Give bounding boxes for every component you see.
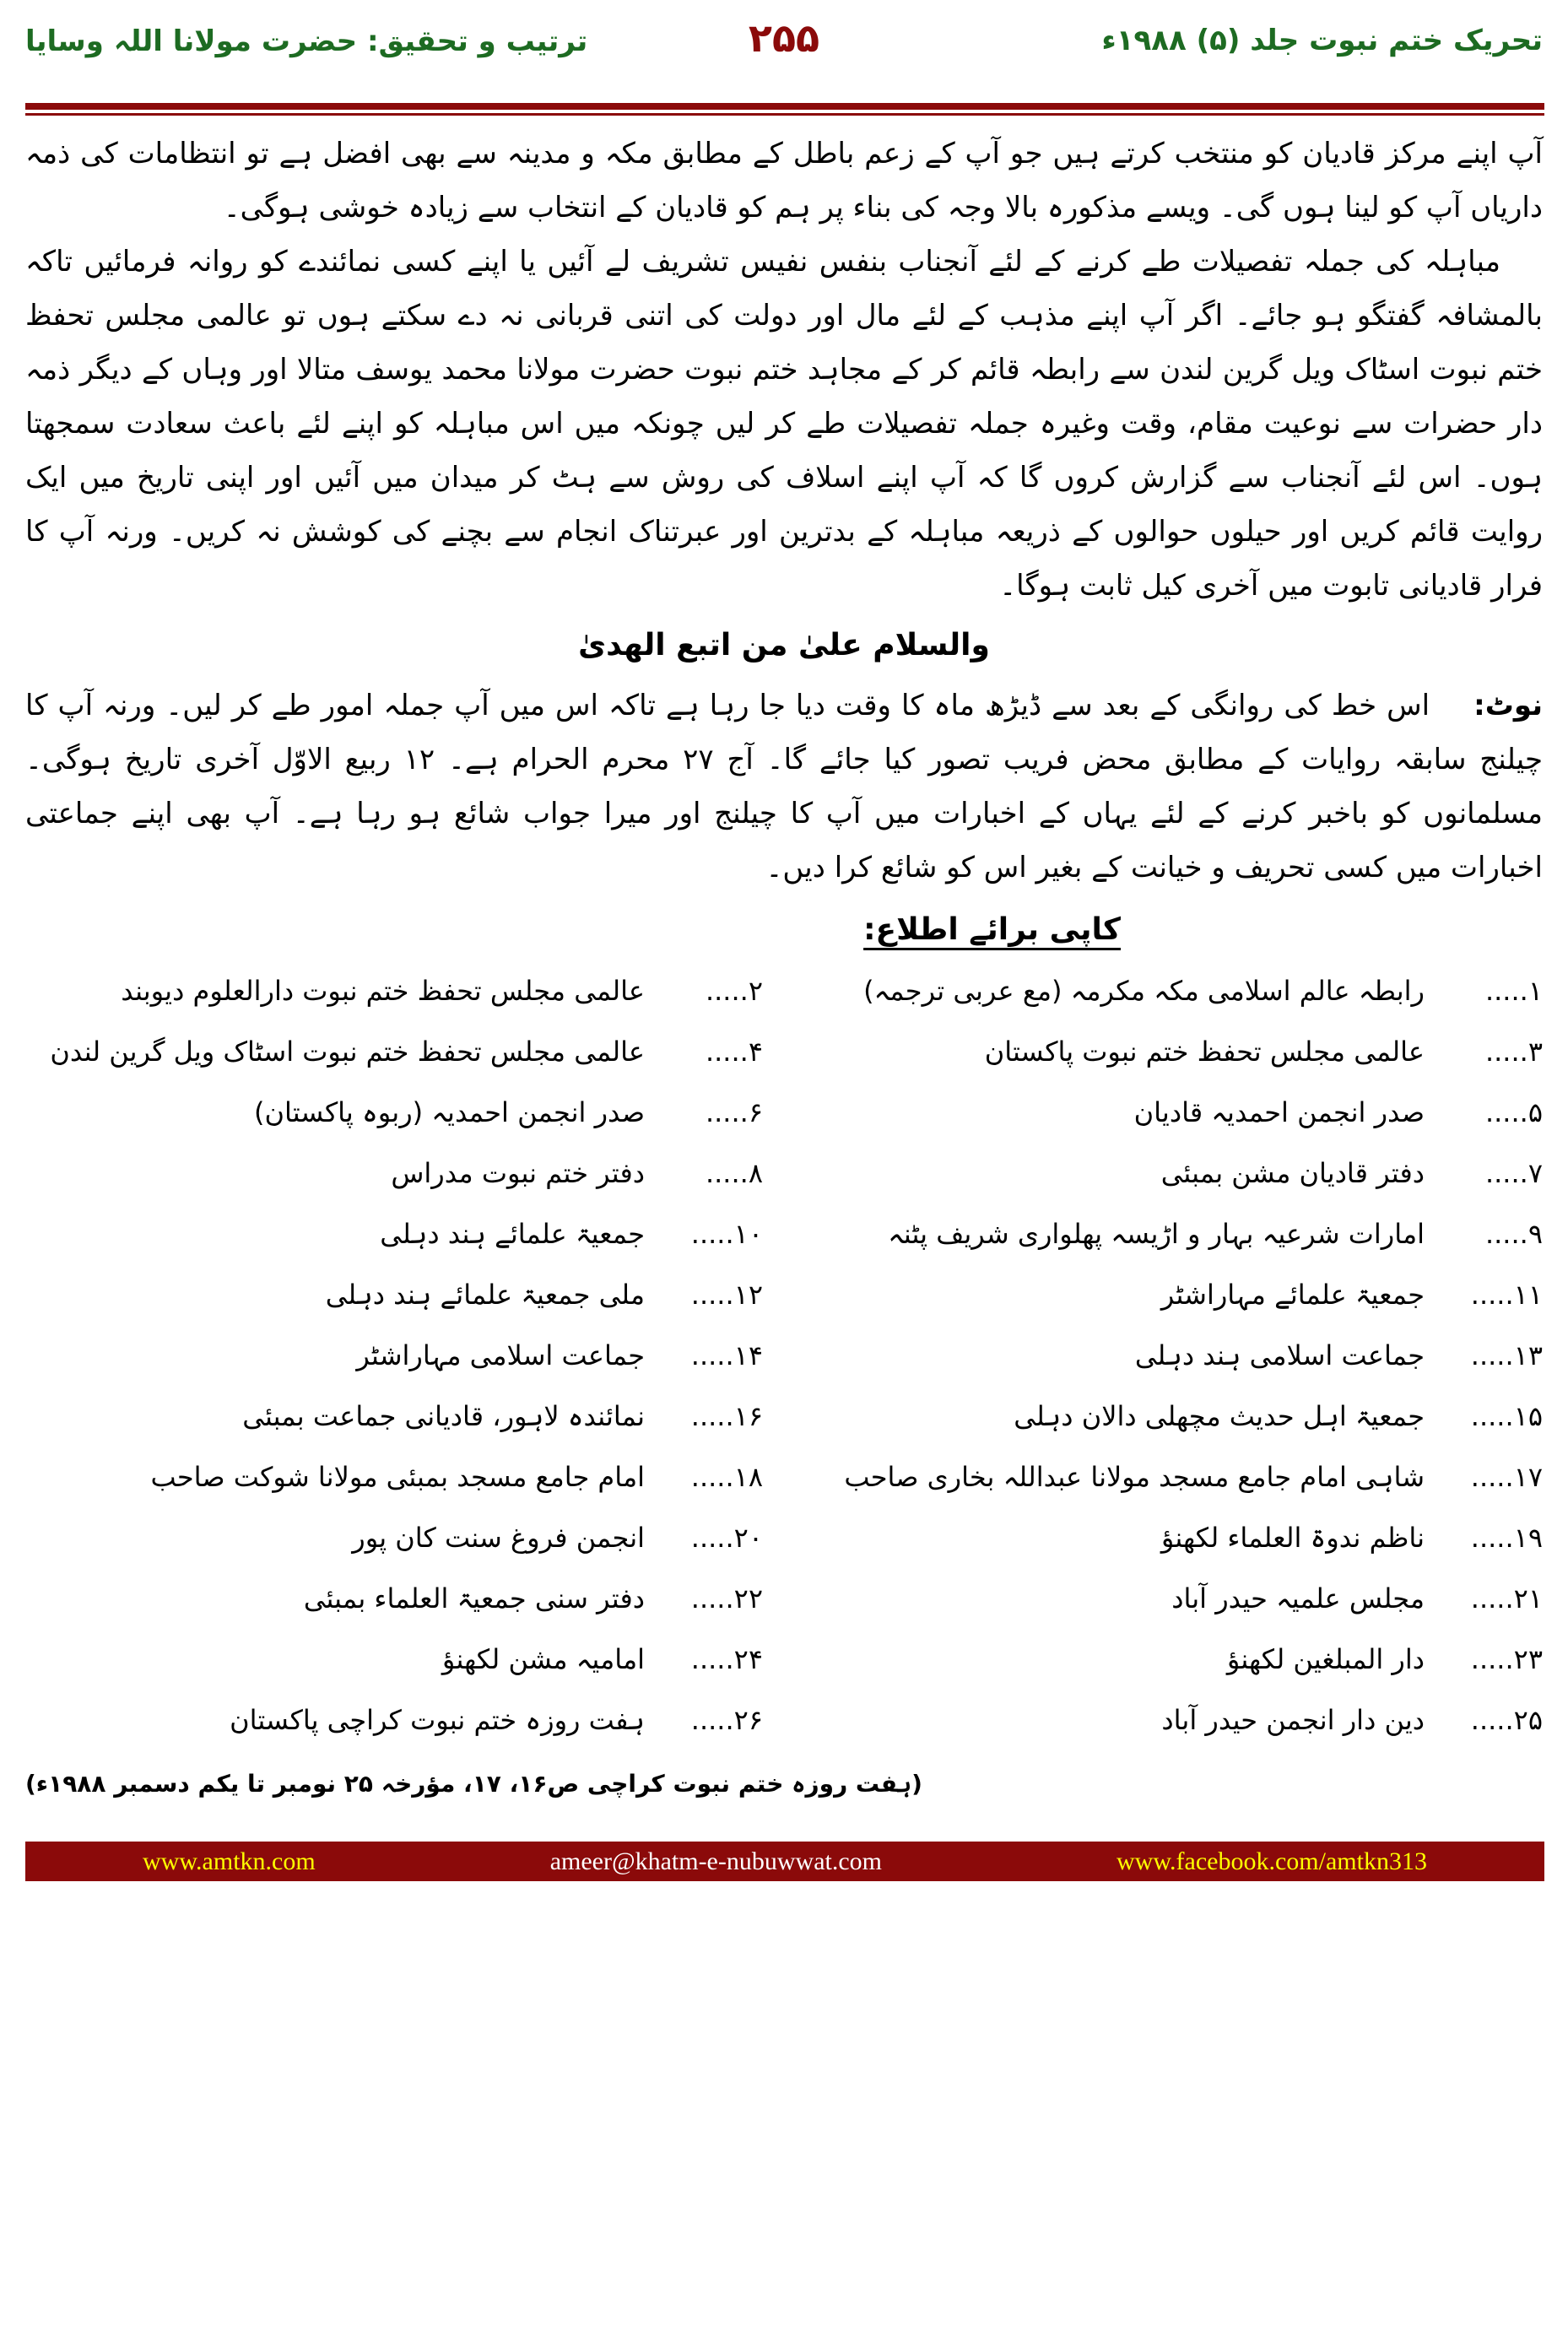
item-number: ۱۴..... bbox=[690, 1339, 763, 1371]
item-text: عالمی مجلس تحفظ ختم نبوت پاکستان bbox=[984, 1036, 1425, 1068]
body-line: گرین لندن سے رابطہ قائم کر کے مجاہد ختم نبوت حضرت مولانا محمد یوسف متالا اور وہاں کے دیگر ذمہ دار حضرات سے نوعیت مقام، وقت bbox=[25, 353, 1543, 441]
compiler-credit: ترتیب و تحقیق: حضرت مولانا اللہ وسایا bbox=[25, 24, 588, 58]
body-line: آپ اپنے مرکز قادیان کو منتخب کرتے ہیں جو آپ کے زعم باطل کے مطابق مکہ و مدینہ سے بھی افضل ہے تو انتظامات کی ذمہ داریاں آپ کو bbox=[25, 137, 1543, 224]
copy-list-item bbox=[25, 1631, 763, 1688]
body-line: بدترین اور عبرتناک انجام سے بچنے کی کوشش نہ کریں۔ ورنہ آپ کا فرار قادیانی تابوت میں آخری کیل ثابت ہوگا۔ bbox=[25, 515, 1543, 603]
website-link[interactable]: www.amtkn.com bbox=[143, 1847, 316, 1875]
item-number: ۱۰..... bbox=[690, 1218, 763, 1250]
item-number: ۵..... bbox=[1484, 1096, 1543, 1128]
letter-paragraph-1 bbox=[25, 127, 1543, 235]
body-line: وغیرہ جملہ تفصیلات طے کر لیں چونکہ میں اس مباہلہ کو اپنے لئے باعث سعادت سمجھتا ہوں۔ اس لئے آنجناب سے گزارش کروں گا کہ آپ bbox=[25, 407, 1543, 495]
item-number: ۱۳..... bbox=[1470, 1339, 1543, 1371]
item-text: رابطہ عالم اسلامی مکہ مکرمہ (مع عربی ترجمہ) bbox=[863, 975, 1425, 1007]
copy-list-item bbox=[805, 1631, 1543, 1688]
item-text: دفتر ختم نبوت مدراس bbox=[391, 1157, 645, 1189]
item-text: عالمی مجلس تحفظ ختم نبوت اسٹاک ویل گرین لندن bbox=[50, 1036, 645, 1068]
item-number: ۴..... bbox=[705, 1036, 763, 1068]
item-number: ۱..... bbox=[1484, 975, 1543, 1007]
note-paragraph bbox=[25, 679, 1543, 895]
copy-list-item bbox=[25, 1144, 763, 1202]
item-text: ہفت روزہ ختم نبوت کراچی پاکستان bbox=[230, 1704, 645, 1736]
note-line: اس خط کی روانگی کے بعد سے ڈیڑھ ماہ کا وقت دیا جا رہا ہے تاکہ اس میں آپ جملہ امور طے کر لیں۔ ورنہ آپ کا چیلنج سابقہ bbox=[25, 689, 1544, 776]
copy-heading-row bbox=[25, 903, 1543, 957]
item-text: صدر انجمن احمدیہ قادیان bbox=[1133, 1096, 1425, 1128]
copy-list-item bbox=[805, 1570, 1543, 1627]
copy-list-item bbox=[25, 1570, 763, 1627]
item-text: ملی جمعیۃ علمائے ہند دہلی bbox=[325, 1279, 645, 1311]
copy-list-item bbox=[25, 1509, 763, 1566]
letter-paragraph-2 bbox=[25, 235, 1543, 613]
item-text: دین دار انجمن حیدر آباد bbox=[1161, 1704, 1425, 1736]
page-number: ۲۵۵ bbox=[748, 15, 820, 61]
item-number: ۱۲..... bbox=[690, 1279, 763, 1311]
facebook-link[interactable]: www.facebook.com/amtkn313 bbox=[1117, 1847, 1427, 1875]
copy-list-item bbox=[805, 1691, 1543, 1749]
copy-list-item bbox=[805, 1327, 1543, 1384]
footer-bar bbox=[25, 1842, 1544, 1881]
item-text: جمعیۃ علمائے ہند دہلی bbox=[380, 1218, 645, 1250]
note-label: نوٹ: bbox=[1473, 689, 1544, 722]
item-number: ۱۷..... bbox=[1470, 1461, 1543, 1493]
item-text: عالمی مجلس تحفظ ختم نبوت دارالعلوم دیوبند bbox=[121, 975, 645, 1007]
body-line: اپنے اسلاف کی روش سے ہٹ کر میدان میں آئیں اور اپنی تاریخ میں ایک روایت قائم کریں اور حیلوں حوالوں کے ذریعہ مباہلہ کے bbox=[25, 461, 1543, 549]
item-number: ۲۶..... bbox=[690, 1704, 763, 1736]
copy-list-item bbox=[805, 962, 1543, 1020]
item-text: مجلس علمیہ حیدر آباد bbox=[1171, 1582, 1425, 1615]
item-text: نمائندہ لاہور، قادیانی جماعت بمبئی bbox=[242, 1400, 645, 1432]
copy-list-item bbox=[25, 1448, 763, 1506]
item-number: ۲۴..... bbox=[690, 1643, 763, 1675]
item-number: ۹..... bbox=[1484, 1218, 1543, 1250]
source-citation: (ہفت روزہ ختم نبوت کراچی ص۱۶، ۱۷، مؤرخہ ۲۵ نومبر تا یکم دسمبر ۱۹۸۸ء) bbox=[25, 1770, 922, 1798]
copy-list-item bbox=[805, 1387, 1543, 1445]
copy-list-item bbox=[25, 962, 763, 1020]
item-text: دفتر قادیان مشن بمبئی bbox=[1160, 1157, 1425, 1189]
item-text: امامیہ مشن لکھنؤ bbox=[441, 1643, 645, 1675]
item-number: ۶..... bbox=[705, 1096, 763, 1128]
body-line: بالمشافہ گفتگو ہو جائے۔ اگر آپ اپنے مذہب کے لئے مال اور دولت کی اتنی قربانی نہ دے سکتے ہوں تو عالمی مجلس تحفظ ختم نبوت اسٹاک ویل bbox=[25, 299, 1543, 387]
copy-list-item bbox=[805, 1144, 1543, 1202]
source-citation-row bbox=[25, 1761, 1543, 1808]
copy-list bbox=[25, 962, 1543, 1749]
item-text: دفتر سنی جمعیۃ العلماء بمبئی bbox=[303, 1582, 645, 1615]
item-number: ۸..... bbox=[705, 1157, 763, 1189]
copy-list-item bbox=[805, 1023, 1543, 1080]
note-line: اس کو شائع کرا دیں۔ bbox=[765, 851, 1027, 884]
item-text: امارات شرعیہ بہار و اڑیسہ پھلواری شریف پٹنہ bbox=[888, 1218, 1425, 1250]
copy-list-item bbox=[805, 1509, 1543, 1566]
copy-list-item bbox=[25, 1387, 763, 1445]
item-number: ۱۸..... bbox=[690, 1461, 763, 1493]
book-title: تحریک ختم نبوت جلد (۵) ۱۹۸۸ء bbox=[1101, 24, 1543, 57]
item-number: ۲۰..... bbox=[690, 1522, 763, 1554]
item-number: ۲۲..... bbox=[690, 1582, 763, 1615]
item-text: صدر انجمن احمدیہ (ربوہ پاکستان) bbox=[254, 1096, 645, 1128]
copy-list-item bbox=[25, 1205, 763, 1263]
copy-list-item bbox=[25, 1084, 763, 1141]
item-text: جماعت اسلامی ہند دہلی bbox=[1134, 1339, 1425, 1371]
item-number: ۲۳..... bbox=[1470, 1643, 1543, 1675]
item-text: دار المبلغین لکھنؤ bbox=[1226, 1643, 1425, 1675]
item-text: جمعیۃ اہل حدیث مچھلی دالان دہلی bbox=[1014, 1400, 1425, 1432]
item-number: ۲۱..... bbox=[1470, 1582, 1543, 1615]
item-number: ۱۶..... bbox=[690, 1400, 763, 1432]
copy-list-item bbox=[805, 1084, 1543, 1141]
email-link[interactable]: ameer@khatm-e-nubuwwat.com bbox=[549, 1847, 882, 1875]
copy-heading: کاپی برائے اطلاع: bbox=[863, 912, 1121, 947]
item-text: انجمن فروغ سنت کان پور bbox=[352, 1522, 645, 1554]
copy-list-item bbox=[805, 1448, 1543, 1506]
note-line: لئے یہاں کے اخبارات میں آپ کا چیلنج اور میرا جواب شائع ہو رہا ہے۔ آپ بھی اپنے جماعتی اخبارات میں کسی تحریف و خیانت کے بغیر bbox=[25, 797, 1543, 884]
item-text: جماعت اسلامی مہاراشٹر bbox=[356, 1339, 645, 1371]
item-number: ۲۵..... bbox=[1470, 1704, 1543, 1736]
note-line: روایات کے مطابق محض فریب تصور کیا جائے گا۔ آج ۲۷ محرم الحرام ہے۔ ۱۲ ربیع الاوّل آخری تاریخ ہوگی۔ مسلمانوں کو باخبر کرنے کے bbox=[25, 743, 1543, 830]
item-text: شاہی امام جامع مسجد مولانا عبداللہ بخاری صاحب bbox=[844, 1461, 1425, 1493]
copy-list-item bbox=[805, 1205, 1543, 1263]
copy-list-item bbox=[25, 1691, 763, 1749]
copy-list-item bbox=[805, 1266, 1543, 1323]
item-number: ۳..... bbox=[1484, 1036, 1543, 1068]
item-number: ۱۱..... bbox=[1470, 1279, 1543, 1311]
item-number: ۱۹..... bbox=[1470, 1522, 1543, 1554]
item-text: ناظم ندوۃ العلماء لکھنؤ bbox=[1160, 1522, 1425, 1554]
item-number: ۷..... bbox=[1484, 1157, 1543, 1189]
item-text: جمعیۃ علمائے مہاراشٹر bbox=[1160, 1279, 1425, 1311]
copy-list-item bbox=[25, 1266, 763, 1323]
copy-list-item bbox=[25, 1327, 763, 1384]
copy-list-item bbox=[25, 1023, 763, 1080]
item-text: امام جامع مسجد بمبئی مولانا شوکت صاحب bbox=[150, 1461, 645, 1493]
body-line: لینا ہوں گی۔ ویسے مذکورہ بالا وجہ کی بناء پر ہم کو قادیان کے انتخاب سے زیادہ خوشی ہوگی۔ bbox=[223, 191, 1380, 224]
item-number: ۱۵..... bbox=[1470, 1400, 1543, 1432]
salutation: والسلام علیٰ من اتبع الهدیٰ bbox=[578, 628, 990, 663]
item-number: ۲..... bbox=[705, 975, 763, 1007]
body-line: مباہلہ کی جملہ تفصیلات طے کرنے کے لئے آنجناب بنفس نفیس تشریف لے آئیں یا اپنے کسی نمائندے کو روانہ فرمائیں تاکہ bbox=[25, 245, 1500, 279]
